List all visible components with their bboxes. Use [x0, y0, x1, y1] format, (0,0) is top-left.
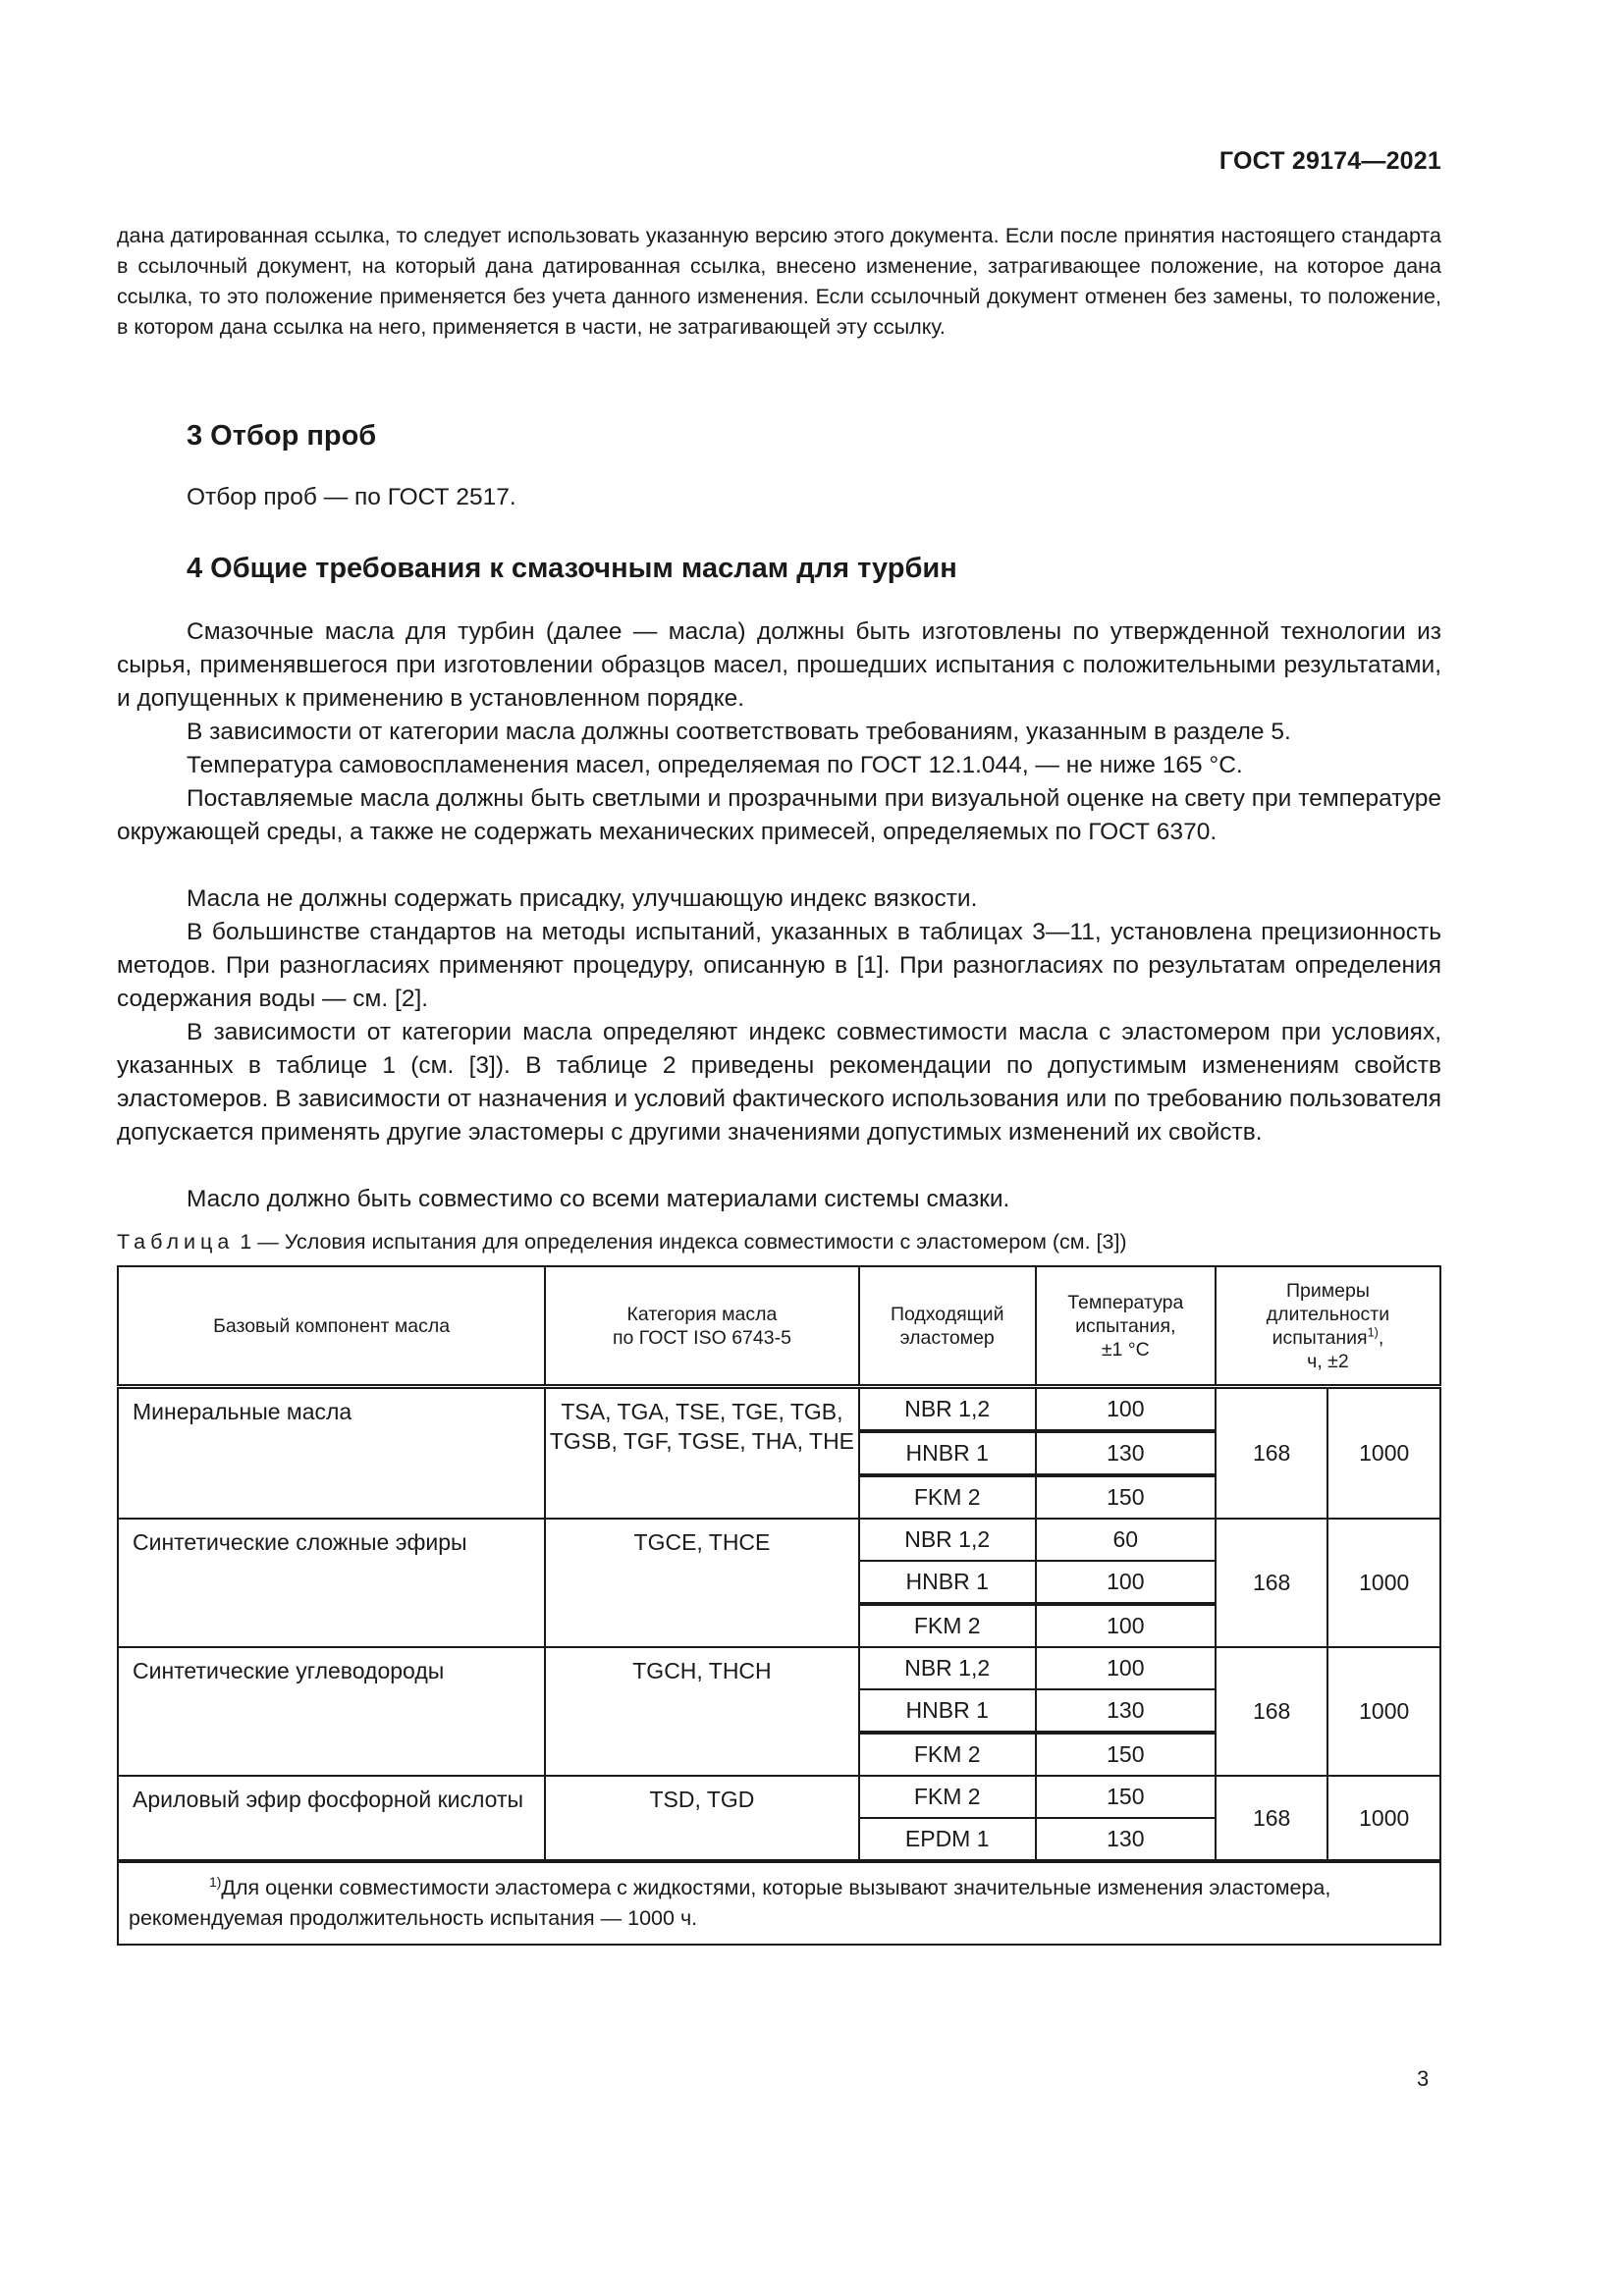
cell-elastomer: FKM 2 — [859, 1475, 1036, 1519]
footnote-text: Для оценки совместимости эластомера с жидкостями, которые вызывают значительные изменения эластомера, рекомендуемая продолжительность испытания — 1000 ч. — [129, 1876, 1331, 1930]
header-base-component: Базовый компонент масла — [118, 1266, 545, 1387]
header-elastomer: Подходящий эластомер — [859, 1266, 1036, 1387]
section-4-paragraph: Температура самовоспламенения масел, определяемая по ГОСТ 12.1.044, — не ниже 165 °С. — [187, 752, 1243, 778]
intro-paragraph: дана датированная ссылка, то следует использовать указанную версию этого документа. Если после принятия настоящего стандарта в ссылочный документ, на который дана датированная ссылка, внесено изменение, затрагивающее положение, на которое дана ссылка, то это положение применяется без учета данного изменения. Если ссылочный документ отменен без замены, то положение, в котором дана ссылка на него, применяется в части, не затрагивающей эту ссылку. — [117, 224, 1441, 339]
cell-temperature: 150 — [1036, 1733, 1216, 1776]
table-footnote — [118, 1861, 1440, 1945]
cell-base-component: Ариловый эфир фосфорной кислоты — [118, 1776, 545, 1861]
header-duration: Примеры длительности испытания$^{1)}$, ч, ±2 — [1216, 1266, 1440, 1387]
cell-elastomer: NBR 1,2 — [859, 1387, 1036, 1432]
table-row — [118, 1647, 1440, 1689]
cell-duration-long: 1000 — [1327, 1776, 1440, 1861]
cell-category: TGCH, THCH — [545, 1647, 859, 1776]
table-caption — [117, 1230, 1127, 1255]
footnote-mark: 1) — [209, 1873, 222, 1890]
page-number: 3 — [1417, 2066, 1430, 2091]
cell-duration-short: 168 — [1216, 1387, 1328, 1520]
cell-duration-short: 168 — [1216, 1519, 1328, 1647]
cell-elastomer: NBR 1,2 — [859, 1647, 1036, 1689]
document-code: ГОСТ 29174—2021 — [1218, 147, 1441, 175]
table-header-row — [118, 1266, 1440, 1387]
section-4-paragraph: Поставляемые масла должны быть светлыми и прозрачными при визуальной оценке на свету при температуре окружающей среды, а также не содержать механических примесей, определяемых по ГОСТ 6370. — [117, 785, 1441, 845]
table-caption-label: Таблица — [117, 1230, 235, 1254]
cell-category: TGCE, THCE — [545, 1519, 859, 1647]
cell-elastomer: FKM 2 — [859, 1776, 1036, 1818]
table-footnote-row — [118, 1861, 1440, 1945]
cell-base-component: Минеральные масла — [118, 1387, 545, 1520]
cell-elastomer: NBR 1,2 — [859, 1519, 1036, 1561]
cell-category: TSA, TGA, TSE, TGE, TGB, TGSB, TGF, TGSE, THA, THE — [545, 1387, 859, 1520]
cell-elastomer: FKM 2 — [859, 1733, 1036, 1776]
header-category: Категория масла по ГОСТ ISO 6743-5 — [545, 1266, 859, 1387]
cell-duration-long: 1000 — [1327, 1387, 1440, 1520]
cell-temperature: 130 — [1036, 1689, 1216, 1733]
cell-temperature: 150 — [1036, 1776, 1216, 1818]
table-caption-number: 1 — [240, 1230, 252, 1254]
section-4-heading: 4 Общие требования к смазочным маслам для турбин — [187, 553, 957, 584]
elastomer-test-conditions-table — [117, 1265, 1441, 1946]
cell-temperature: 100 — [1036, 1604, 1216, 1647]
cell-category: TSD, TGD — [545, 1776, 859, 1861]
section-4-paragraph: Смазочные масла для турбин (далее — масла) должны быть изготовлены по утвержденной технологии из сырья, применявшегося при изготовлении образцов масел, прошедших испытания с положительными результатами, и допущенных к применению в установленном порядке. — [117, 618, 1441, 712]
header-temperature: Температура испытания, ±1 °С — [1036, 1266, 1216, 1387]
cell-duration-long: 1000 — [1327, 1647, 1440, 1776]
cell-duration-long: 1000 — [1327, 1519, 1440, 1647]
section-4-paragraph: В зависимости от категории масла определяют индекс совместимости масла с эластомером при условиях, указанных в таблице 1 (см. [3]). В таблице 2 приведены рекомендации по допустимым изменениям свойств эластомеров. В зависимости от назначения и условий фактического использования или по требованию пользователя допускается применять другие эластомеры с другими значениями допустимых изменений их свойств. — [117, 1019, 1441, 1146]
section-3-text: Отбор проб — по ГОСТ 2517. — [187, 484, 516, 510]
cell-base-component: Синтетические сложные эфиры — [118, 1519, 545, 1647]
cell-temperature: 100 — [1036, 1647, 1216, 1689]
cell-temperature: 60 — [1036, 1519, 1216, 1561]
cell-duration-short: 168 — [1216, 1776, 1328, 1861]
cell-elastomer: HNBR 1 — [859, 1561, 1036, 1604]
cell-temperature: 100 — [1036, 1561, 1216, 1604]
table-row — [118, 1387, 1440, 1432]
cell-elastomer: HNBR 1 — [859, 1431, 1036, 1475]
section-4-paragraph: В большинстве стандартов на методы испытаний, указанных в таблицах 3—11, установлена прецизионность методов. При разногласиях применяют процедуру, описанную в [1]. При разногласиях по результатам определения содержания воды — см. [2]. — [117, 919, 1441, 1012]
cell-temperature: 130 — [1036, 1818, 1216, 1861]
section-4-paragraph: В зависимости от категории масла должны соответствовать требованиям, указанным в разделе 5. — [187, 719, 1291, 745]
section-4-paragraph: Масла не должны содержать присадку, улучшающую индекс вязкости. — [187, 885, 978, 912]
table-row — [118, 1519, 1440, 1561]
cell-duration-short: 168 — [1216, 1647, 1328, 1776]
cell-temperature: 100 — [1036, 1387, 1216, 1432]
cell-elastomer: EPDM 1 — [859, 1818, 1036, 1861]
table-caption-text: — Условия испытания для определения индекса совместимости с эластомером (см. [3]) — [257, 1230, 1127, 1254]
section-3-heading: 3 Отбор проб — [187, 420, 377, 452]
section-4-paragraph: Масло должно быть совместимо со всеми материалами системы смазки. — [187, 1186, 1010, 1212]
cell-temperature: 130 — [1036, 1431, 1216, 1475]
table-row — [118, 1776, 1440, 1818]
cell-base-component: Синтетические углеводороды — [118, 1647, 545, 1776]
cell-elastomer: FKM 2 — [859, 1604, 1036, 1647]
cell-temperature: 150 — [1036, 1475, 1216, 1519]
cell-elastomer: HNBR 1 — [859, 1689, 1036, 1733]
